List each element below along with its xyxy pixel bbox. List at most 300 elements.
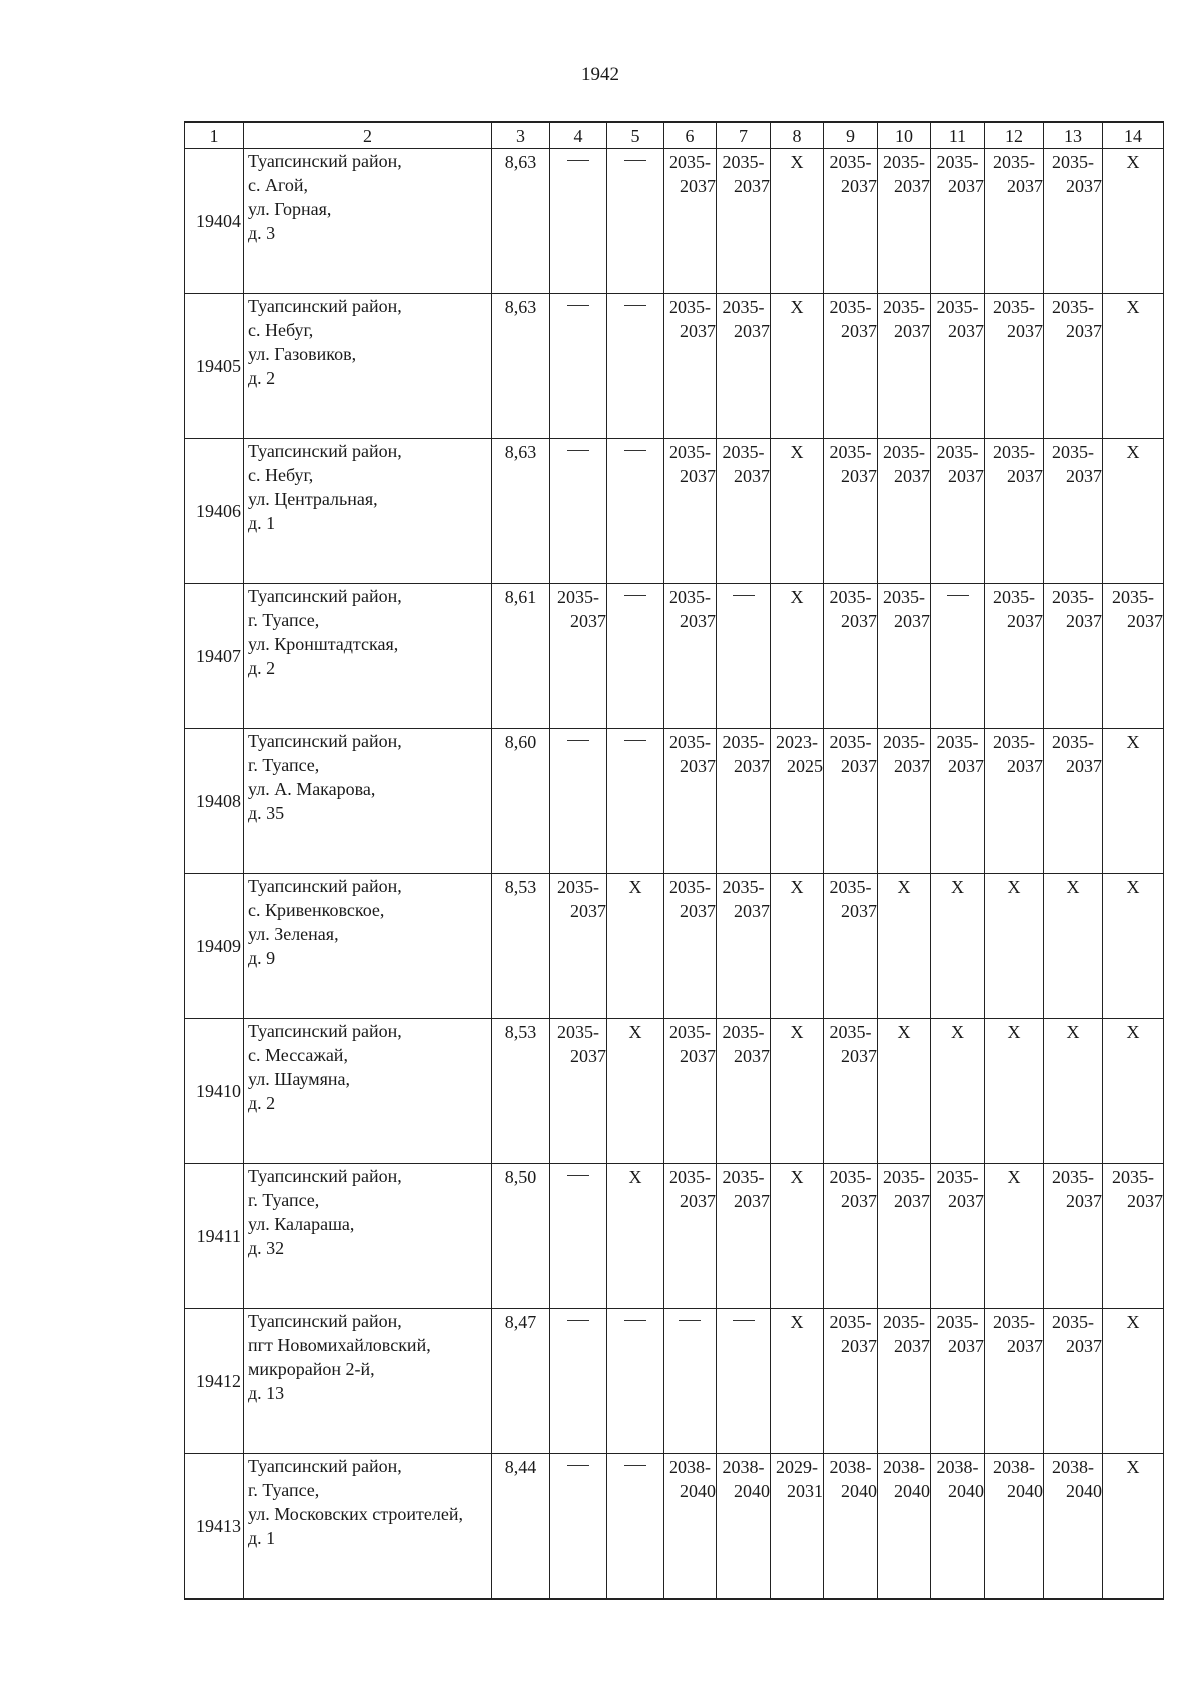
column-number-row [185,122,1164,149]
cell-text: Х [897,1022,911,1042]
year-range-cell [985,1309,1044,1454]
year-range-cell [878,1164,931,1309]
cell-text: Х [628,1167,642,1187]
year-range-cell [878,1454,931,1599]
cell-text: 2035- [883,297,925,317]
not-applicable-cell [1103,874,1164,1019]
cell-text: Х [1126,877,1140,897]
cell-text: 2037 [680,321,716,341]
cell-text: Х [1126,1312,1140,1332]
cell-text: 2037 [948,1191,984,1211]
empty-dash-cell [550,1454,607,1599]
table-row [185,294,1164,439]
empty-dash-cell [607,584,664,729]
cell-text: 2037 [1007,176,1043,196]
empty-dash-cell [717,584,771,729]
cell-text: 2038- [883,1457,925,1477]
table-row [185,729,1164,874]
cell-text: 2040 [841,1481,877,1501]
cell-text: Х [1126,442,1140,462]
cell-text: 2035- [993,587,1035,607]
year-range-cell [1103,584,1164,729]
cell-text: 2037 [841,901,877,921]
cell-text: 2037 [841,466,877,486]
not-applicable-cell [1103,1309,1164,1454]
table-row [185,1454,1164,1599]
cell-text: 2035- [829,877,872,897]
year-range-cell [717,439,771,584]
cell-text: 2035- [993,297,1035,317]
dash-mark [624,305,646,306]
cell-text: 2035- [1052,1167,1094,1187]
cell-text: 2035- [1052,442,1094,462]
empty-dash-cell [550,1309,607,1454]
page-number: 1942 [581,64,619,85]
not-applicable-cell [985,1164,1044,1309]
cell-text: 2035- [993,152,1035,172]
cell-text: 2038- [722,1457,765,1477]
year-range-cell [878,584,931,729]
empty-dash-cell [607,1454,664,1599]
address-cell [244,729,492,874]
not-applicable-cell [771,149,824,294]
row-number: 19407 [185,584,244,729]
empty-dash-cell [931,584,985,729]
not-applicable-cell [771,1164,824,1309]
cell-text: 2037 [894,321,930,341]
area-value: 8,53 [492,874,550,1019]
cell-text: 2037 [1066,756,1102,776]
not-applicable-cell [1044,874,1103,1019]
cell-text: 2037 [734,321,770,341]
not-applicable-cell [607,1019,664,1164]
not-applicable-cell [878,1019,931,1164]
not-applicable-cell [1103,294,1164,439]
address-line: г. Туапсе, [248,1190,320,1210]
area-value: 8,63 [492,439,550,584]
address-line: Туапсинский район, [248,441,402,461]
cell-text: 2023- [776,732,818,752]
not-applicable-cell [1103,729,1164,874]
cell-text: 2035- [936,732,979,752]
cell-text: 2037 [1007,756,1043,776]
table-row [185,1019,1164,1164]
dash-mark [624,740,646,741]
area-value: 8,50 [492,1164,550,1309]
cell-text: Х [1007,877,1021,897]
not-applicable-cell [931,1019,985,1164]
cell-text: 2037 [734,176,770,196]
row-number: 19404 [185,149,244,294]
cell-text: 2037 [680,176,716,196]
cell-text: Х [790,152,804,172]
cell-text: 2037 [841,1336,877,1356]
not-applicable-cell [771,584,824,729]
cell-text: 2040 [680,1481,716,1501]
address-line: с. Агой, [248,175,309,195]
cell-text: 2037 [1007,321,1043,341]
column-number-cell: 5 [607,122,664,149]
cell-text: 2035- [1052,1312,1094,1332]
cell-text: 2037 [948,756,984,776]
dash-mark [624,160,646,161]
address-line: ул. Газовиков, [248,344,357,364]
table-row [185,149,1164,294]
cell-text: 2037 [894,1336,930,1356]
column-number-cell: 1 [185,122,244,149]
cell-text: 2037 [680,1191,716,1211]
year-range-cell [1044,1309,1103,1454]
column-number-cell: 4 [550,122,607,149]
address-line: ул. Кронштадтская, [248,634,399,654]
area-value: 8,63 [492,149,550,294]
address-line: д. 32 [248,1238,285,1258]
cell-text: 2035- [1052,152,1094,172]
column-number-cell: 8 [771,122,824,149]
dash-mark [567,1465,589,1466]
row-number: 19405 [185,294,244,439]
cell-text: Х [628,877,642,897]
cell-text: Х [1066,877,1080,897]
row-number: 19406 [185,439,244,584]
cell-text: Х [790,442,804,462]
cell-text: 2035- [829,732,872,752]
cell-text: 2035- [669,1022,711,1042]
cell-text: 2037 [1066,176,1102,196]
address-line: д. 2 [248,368,276,388]
address-line: пгт Новомихайловский, [248,1335,431,1355]
not-applicable-cell [771,294,824,439]
year-range-cell [824,149,878,294]
year-range-cell [664,1454,717,1599]
cell-text: Х [628,1022,642,1042]
year-range-cell [771,1454,824,1599]
cell-text: 2035- [829,1022,872,1042]
year-range-cell [824,729,878,874]
cell-text: 2037 [1066,1336,1102,1356]
not-applicable-cell [878,874,931,1019]
year-range-cell [1103,1164,1164,1309]
empty-dash-cell [550,729,607,874]
cell-text: 2037 [570,1046,606,1066]
cell-text: 2035- [722,297,765,317]
dash-mark [567,1320,589,1321]
address-line: ул. Московских строителей, [248,1504,463,1524]
year-range-cell [717,874,771,1019]
cell-text: 2037 [734,901,770,921]
not-applicable-cell [1103,1019,1164,1164]
column-number-cell: 9 [824,122,878,149]
cell-text: Х [1126,1022,1140,1042]
address-cell [244,1019,492,1164]
area-value: 8,44 [492,1454,550,1599]
address-line: с. Мессажай, [248,1045,348,1065]
column-number-cell: 13 [1044,122,1103,149]
dash-mark [733,1320,755,1321]
year-range-cell [550,584,607,729]
cell-text: 2035- [1052,587,1094,607]
address-line: микрорайон 2-й, [248,1359,375,1379]
dash-mark [567,450,589,451]
cell-text: 2035- [883,442,925,462]
empty-dash-cell [607,1309,664,1454]
year-range-cell [1044,584,1103,729]
year-range-cell [931,1164,985,1309]
cell-text: 2035- [669,152,711,172]
year-range-cell [717,1019,771,1164]
year-range-cell [664,729,717,874]
cell-text: 2037 [948,176,984,196]
cell-text: Х [1126,732,1140,752]
address-cell [244,584,492,729]
table-row [185,439,1164,584]
column-number-cell: 10 [878,122,931,149]
cell-text: Х [951,1022,964,1042]
year-range-cell [931,729,985,874]
year-range-cell [717,149,771,294]
address-cell [244,149,492,294]
cell-text: 2035- [829,152,872,172]
year-range-cell [931,1309,985,1454]
cell-text: 2038- [1052,1457,1094,1477]
address-cell [244,1164,492,1309]
address-cell [244,1454,492,1599]
cell-text: 2037 [734,1046,770,1066]
table-row [185,1164,1164,1309]
year-range-cell [1044,439,1103,584]
cell-text: 2035- [883,587,925,607]
cell-text: 2035- [936,152,979,172]
empty-dash-cell [550,294,607,439]
cell-text: 2035- [722,1022,765,1042]
address-line: Туапсинский район, [248,151,402,171]
row-number: 19408 [185,729,244,874]
dash-mark [567,160,589,161]
area-value: 8,60 [492,729,550,874]
not-applicable-cell [1103,1454,1164,1599]
cell-text: 2037 [1066,1191,1102,1211]
cell-text: 2037 [948,466,984,486]
cell-text: 2035- [669,297,711,317]
address-line: д. 35 [248,803,285,823]
cell-text: 2037 [1007,1336,1043,1356]
column-number-cell: 11 [931,122,985,149]
cell-text: 2035- [669,877,711,897]
dash-mark [567,1175,589,1176]
empty-dash-cell [607,439,664,584]
cell-text: 2037 [894,756,930,776]
year-range-cell [1044,729,1103,874]
cell-text: Х [1007,1022,1021,1042]
address-line: Туапсинский район, [248,1456,402,1476]
cell-text: 2035- [722,442,765,462]
cell-text: 2035- [557,1022,599,1042]
address-line: Туапсинский район, [248,586,402,606]
address-line: г. Туапсе, [248,610,320,630]
cell-text: 2037 [841,176,877,196]
address-line: д. 2 [248,658,276,678]
address-line: Туапсинский район, [248,296,402,316]
year-range-cell [717,294,771,439]
cell-text: 2037 [680,901,716,921]
cell-text: 2035- [829,587,872,607]
cell-text: 2037 [1066,321,1102,341]
cell-text: 2035- [669,587,711,607]
cell-text: 2037 [1127,611,1163,631]
cell-text: 2035- [993,442,1035,462]
cell-text: 2037 [734,756,770,776]
address-line: д. 3 [248,223,276,243]
cell-text: Х [790,1022,804,1042]
cell-text: 2037 [734,1191,770,1211]
address-line: с. Кривенковское, [248,900,385,920]
column-number-cell: 12 [985,122,1044,149]
year-range-cell [985,1454,1044,1599]
address-line: д. 9 [248,948,276,968]
address-line: ул. Зеленая, [248,924,339,944]
cell-text: 2035- [669,1167,711,1187]
cell-text: 2037 [680,1046,716,1066]
cell-text: 2040 [894,1481,930,1501]
cell-text: 2035- [722,152,765,172]
cell-text: 2035- [669,442,711,462]
address-line: д. 2 [248,1093,276,1113]
dash-mark [567,305,589,306]
column-number-cell: 6 [664,122,717,149]
cell-text: 2037 [841,611,877,631]
table-body [185,149,1164,1599]
year-range-cell [717,1454,771,1599]
cell-text: 2035- [993,732,1035,752]
not-applicable-cell [771,439,824,584]
dash-mark [624,450,646,451]
cell-text: 2037 [894,611,930,631]
row-number: 19411 [185,1164,244,1309]
cell-text: 2035- [722,1167,765,1187]
cell-text: 2037 [841,756,877,776]
dash-mark [679,1320,701,1321]
year-range-cell [1044,149,1103,294]
cell-text: 2040 [734,1481,770,1501]
address-line: ул. Калараша, [248,1214,355,1234]
year-range-cell [931,1454,985,1599]
cell-text: 2035- [1112,587,1154,607]
address-cell [244,294,492,439]
not-applicable-cell [607,1164,664,1309]
cell-text: 2037 [680,466,716,486]
cell-text: 2035- [993,1312,1035,1332]
year-range-cell [664,874,717,1019]
not-applicable-cell [771,1309,824,1454]
dash-mark [624,1320,646,1321]
not-applicable-cell [771,874,824,1019]
cell-text: 2035- [722,732,765,752]
cell-text: 2037 [1007,611,1043,631]
cell-text: Х [790,877,804,897]
year-range-cell [1044,294,1103,439]
address-line: д. 13 [248,1383,285,1403]
cell-text: 2037 [948,1336,984,1356]
cell-text: 2035- [1112,1167,1154,1187]
area-value: 8,47 [492,1309,550,1454]
cell-text: 2038- [669,1457,711,1477]
cell-text: 2035- [883,1167,925,1187]
year-range-cell [771,729,824,874]
table-row [185,584,1164,729]
cell-text: 2035- [829,442,872,462]
not-applicable-cell [1103,439,1164,584]
dash-mark [567,740,589,741]
cell-text: 2037 [570,901,606,921]
year-range-cell [824,439,878,584]
cell-text: Х [1007,1167,1021,1187]
row-number: 19412 [185,1309,244,1454]
year-range-cell [824,1164,878,1309]
cell-text: 2035- [557,587,599,607]
cell-text: 2037 [1066,466,1102,486]
cell-text: Х [1066,1022,1080,1042]
cell-text: 2037 [894,466,930,486]
year-range-cell [824,874,878,1019]
cell-text: 2035- [883,1312,925,1332]
dash-mark [624,595,646,596]
empty-dash-cell [664,1309,717,1454]
cell-text: 2035- [1052,732,1094,752]
address-cell [244,439,492,584]
column-number-cell: 7 [717,122,771,149]
cell-text: 2035- [1052,297,1094,317]
year-range-cell [1044,1164,1103,1309]
area-value: 8,53 [492,1019,550,1164]
column-number-cell: 2 [244,122,492,149]
year-range-cell [878,1309,931,1454]
cell-text: Х [897,877,911,897]
cell-text: 2035- [829,1167,872,1187]
address-line: Туапсинский район, [248,731,402,751]
cell-text: 2037 [894,1191,930,1211]
table-row [185,1309,1164,1454]
year-range-cell [985,149,1044,294]
address-line: г. Туапсе, [248,1480,320,1500]
year-range-cell [985,584,1044,729]
cell-text: 2040 [1007,1481,1043,1501]
dash-mark [947,595,969,596]
cell-text: 2037 [1127,1191,1163,1211]
year-range-cell [664,439,717,584]
address-line: д. 1 [248,513,276,533]
not-applicable-cell [985,1019,1044,1164]
year-range-cell [878,439,931,584]
year-range-cell [1044,1454,1103,1599]
address-line: ул. А. Макарова, [248,779,376,799]
row-number: 19409 [185,874,244,1019]
empty-dash-cell [550,1164,607,1309]
year-range-cell [717,729,771,874]
year-range-cell [878,729,931,874]
year-range-cell [664,584,717,729]
cell-text: 2035- [829,1312,872,1332]
cell-text: 2037 [841,1191,877,1211]
year-range-cell [824,584,878,729]
cell-text: 2037 [1007,466,1043,486]
address-line: ул. Центральная, [248,489,378,509]
address-line: ул. Горная, [248,199,332,219]
not-applicable-cell [607,874,664,1019]
cell-text: Х [951,877,964,897]
year-range-cell [550,874,607,1019]
repair-schedule-table [184,121,1164,1600]
cell-text: 2035- [936,1167,979,1187]
